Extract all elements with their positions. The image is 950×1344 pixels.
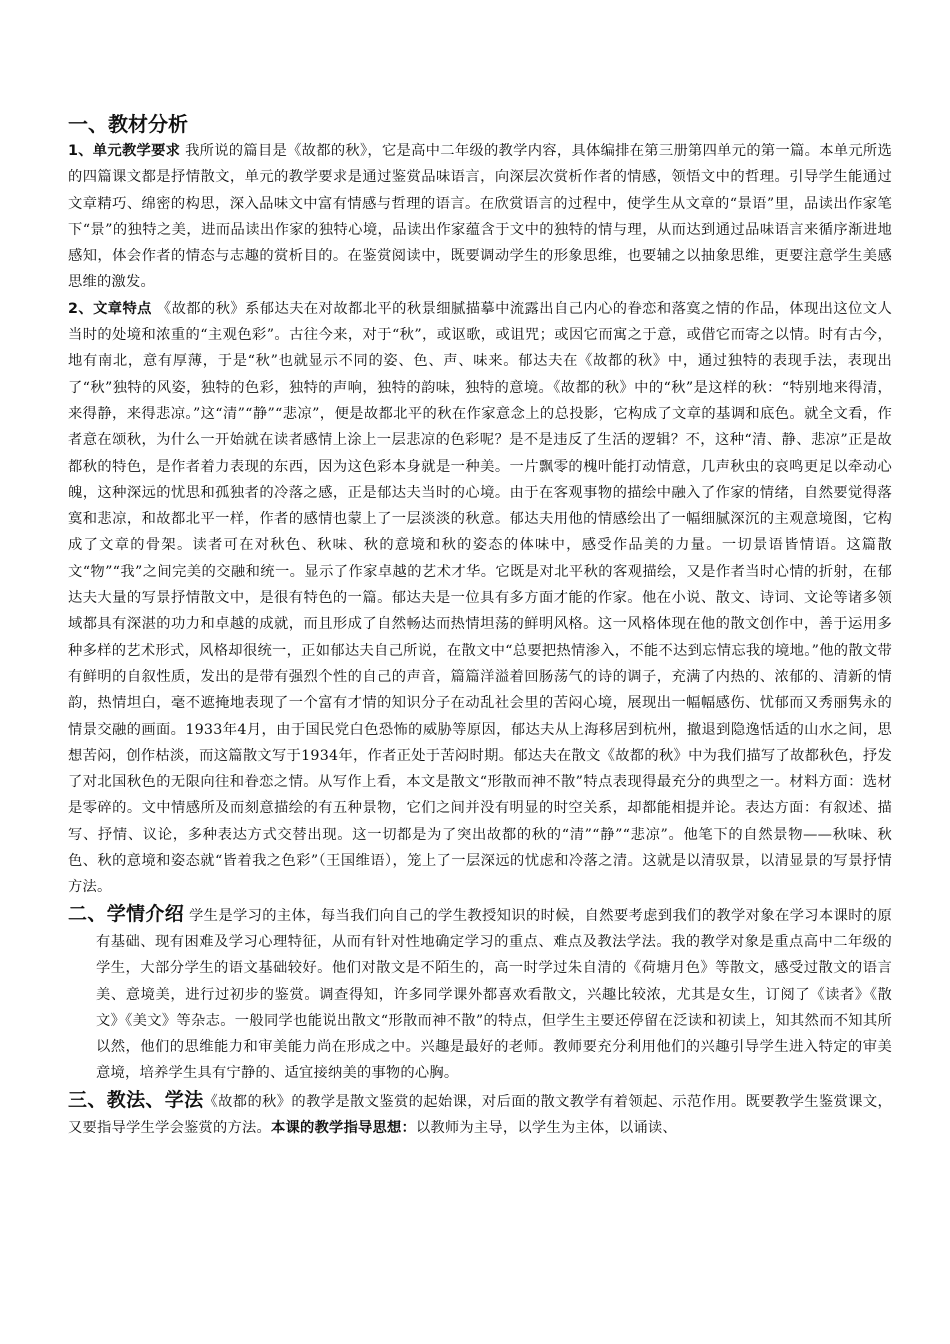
- text-student-analysis: 学生是学习的主体，每当我们向自己的学生教授知识的时候，自然要考虑到我们的教学对象在学习本课时的原有基础、现有困难及学习心理特征，从而有针对性地确定学习的重点、难点及教法学法。我的教学对象是重点高中二年级的学生，大部分学生的语文基础较好。他们对散文是不陌生的，高一时学过朱自清的《荷塘月色》等散文，感受过散文的语言美、意境美，进行过初步的鉴赏。调查得知，许多同学课外都喜欢看散文，兴趣比较浓，尤其是女生，订阅了《读者》《散文》《美文》等杂志。一般同学也能说出散文“形散而神不散”的特点，但学生主要还停留在泛读和初读上，知其然而不知其所以然，他们的思维能力和审美能力尚在形成之中。兴趣是最好的老师。教师要充分利用他们的兴趣引导学生进入特定的审美意境，培养学生具有宁静的、适宜接纳美的事物的心胸。: [96, 907, 893, 1082]
- section-heading-textbook-analysis: 一、教材分析: [68, 112, 188, 136]
- paragraph-teaching-methods: [68, 1087, 892, 1142]
- text-unit-requirements: 我所说的篇目是《故都的秋》，它是高中二年级的教学内容，具体编排在第三册第四单元的第一篇。本单元所选的四篇课文都是抒情散文，单元的教学要求是通过鉴赏品味语言，向深层次赏析作者的情感，领悟文中的哲理。引导学生能通过文章精巧、绵密的构思，深入品味文中富有情感与哲理的语言。在欣赏语言的过程中，使学生从文章的“景语”里，品读出作家笔下“景”的独特之美，进而品读出作家的独特心境，品读出作家蕴含于文中的独特的情与理，从而达到通过品味语言来循序渐进地感知，体会作者的情态与志趣的赏析目的。在鉴赏阅读中，既要调动学生的形象思维，也要辅之以抽象思维，更要注意学生美感思维的激发。: [68, 143, 892, 291]
- label-article-features: 2、文章特点: [68, 300, 152, 317]
- paragraph-student-analysis: [68, 901, 892, 1087]
- section-heading-student-analysis: 二、学情介绍: [68, 902, 185, 925]
- label-unit-requirements: 1、单元教学要求: [68, 143, 181, 159]
- text-teaching-guideline: 以教师为主导，以学生为主体，以诵读、: [415, 1119, 677, 1136]
- text-article-features: 《故都的秋》系郁达夫在对故都北平的秋景细腻描摹中流露出自己内心的眷恋和落寞之情的作品，体现出这位文人当时的处境和浓重的“主观色彩”。古往今来，对于“秋”，或讴歌，或诅咒；或因它而寓之于意，或借它而寄之以情。时有古今，地有南北，意有厚薄，于是“秋”也就显示不同的姿、色、声、味来。郁达夫在《故都的秋》中，通过独特的表现手法，表现出了“秋”独特的风姿，独特的色彩，独特的声响，独特的韵味，独特的意境。《故都的秋》中的“秋”是这样的秋：“特别地来得清，来得静，来得悲凉。”这“清”“静”“悲凉”，便是故都北平的秋在作家意念上的总投影，它构成了文章的基调和底色。就全文看，作者意在颂秋，为什么一开始就在读者感情上涂上一层悲凉的色彩呢？是不是违反了生活的逻辑？不，这种“清、静、悲凉”正是故都秋的特色，是作者着力表现的东西，因为这色彩本身就是一种美。一片飘零的槐叶能打动情意，几声秋虫的哀鸣更足以牵动心魄，这种深远的忧思和孤独者的冷落之感，正是郁达夫当时的心境。由于在客观事物的描绘中融入了作家的情绪，自然要觉得落寞和悲凉，和故都北平一样，作者的感情也蒙上了一层淡淡的秋意。郁达夫用他的情感绘出了一幅细腻深沉的主观意境图，它构成了文章的骨架。读者可在对秋色、秋味、秋的意境和秋的姿态的体味中，感受作品美的力量。一切景语皆情语。这篇散文“物”“我”之间完美的交融和统一。显示了作家卓越的艺术才华。它既是对北平秋的客观描绘，又是作者当时心情的折射，在郁达夫大量的写景抒情散文中，是很有特色的一篇。郁达夫是一位具有多方面才能的作家。他在小说、散文、诗词、文论等诸多领域都具有深湛的功力和卓越的成就，而且形成了自然畅达而热情坦荡的鲜明风格。这一风格体现在他的散文创作中，善于运用多种多样的艺术形式，风格却很统一，正如郁达夫自己所说，在散文中“总要把热情渗入，不能不达到忘情忘我的境地。”他的散文带有鲜明的自叙性质，发出的是带有强烈个性的自己的声音，篇篇洋溢着回肠荡气的诗的调子，充满了内热的、浓郁的、清新的情韵，热情坦白，毫不遮掩地表现了一个富有才情的知识分子在动乱社会里的苦闷心境，展现出一幅幅感伤、忧郁而又秀丽隽永的情景交融的画面。1933年4月，由于国民党白色恐怖的威胁等原因，郁达夫从上海移居到杭州，撤退到隐逸恬适的山水之间，思想苦闷，创作枯淡，而这篇散文写于1934年，作者正处于苦闷时期。郁达夫在散文《故都的秋》中为我们描写了故都秋色，抒发了对北国秋色的无限向往和眷恋之情。从写作上看，本文是散文“形散而神不散”特点表现得最充分的典型之一。材料方面：选材是零碎的。文中情感所及而刻意描绘的有五种景物，它们之间并没有明显的时空关系，却都能相提并论。表达方面：有叙述、描写、抒情、议论，多种表达方式交替出现。这一切都是为了突出故都的秋的“清”“静”“悲凉”。他笔下的自然景物——秋味、秋色、秋的意境和姿态就“皆着我之色彩”（王国维语），笼上了一层深远的忧虑和冷落之清。这就是以清驭景，以清显景的写景抒情方法。: [68, 300, 892, 896]
- paragraph-article-features: [68, 296, 892, 901]
- section-heading-teaching-methods: 三、教法、学法: [68, 1088, 204, 1111]
- text-teaching-methods: 《故都的秋》的教学是散文鉴赏的起始课，对后面的散文教学有着领起、示范作用。既要教学生鉴赏课文，又要指导学生学会鉴赏的方法。: [68, 1093, 892, 1136]
- paragraph-unit-requirements: [68, 138, 892, 296]
- label-teaching-guideline: 本课的教学指导思想：: [270, 1119, 416, 1136]
